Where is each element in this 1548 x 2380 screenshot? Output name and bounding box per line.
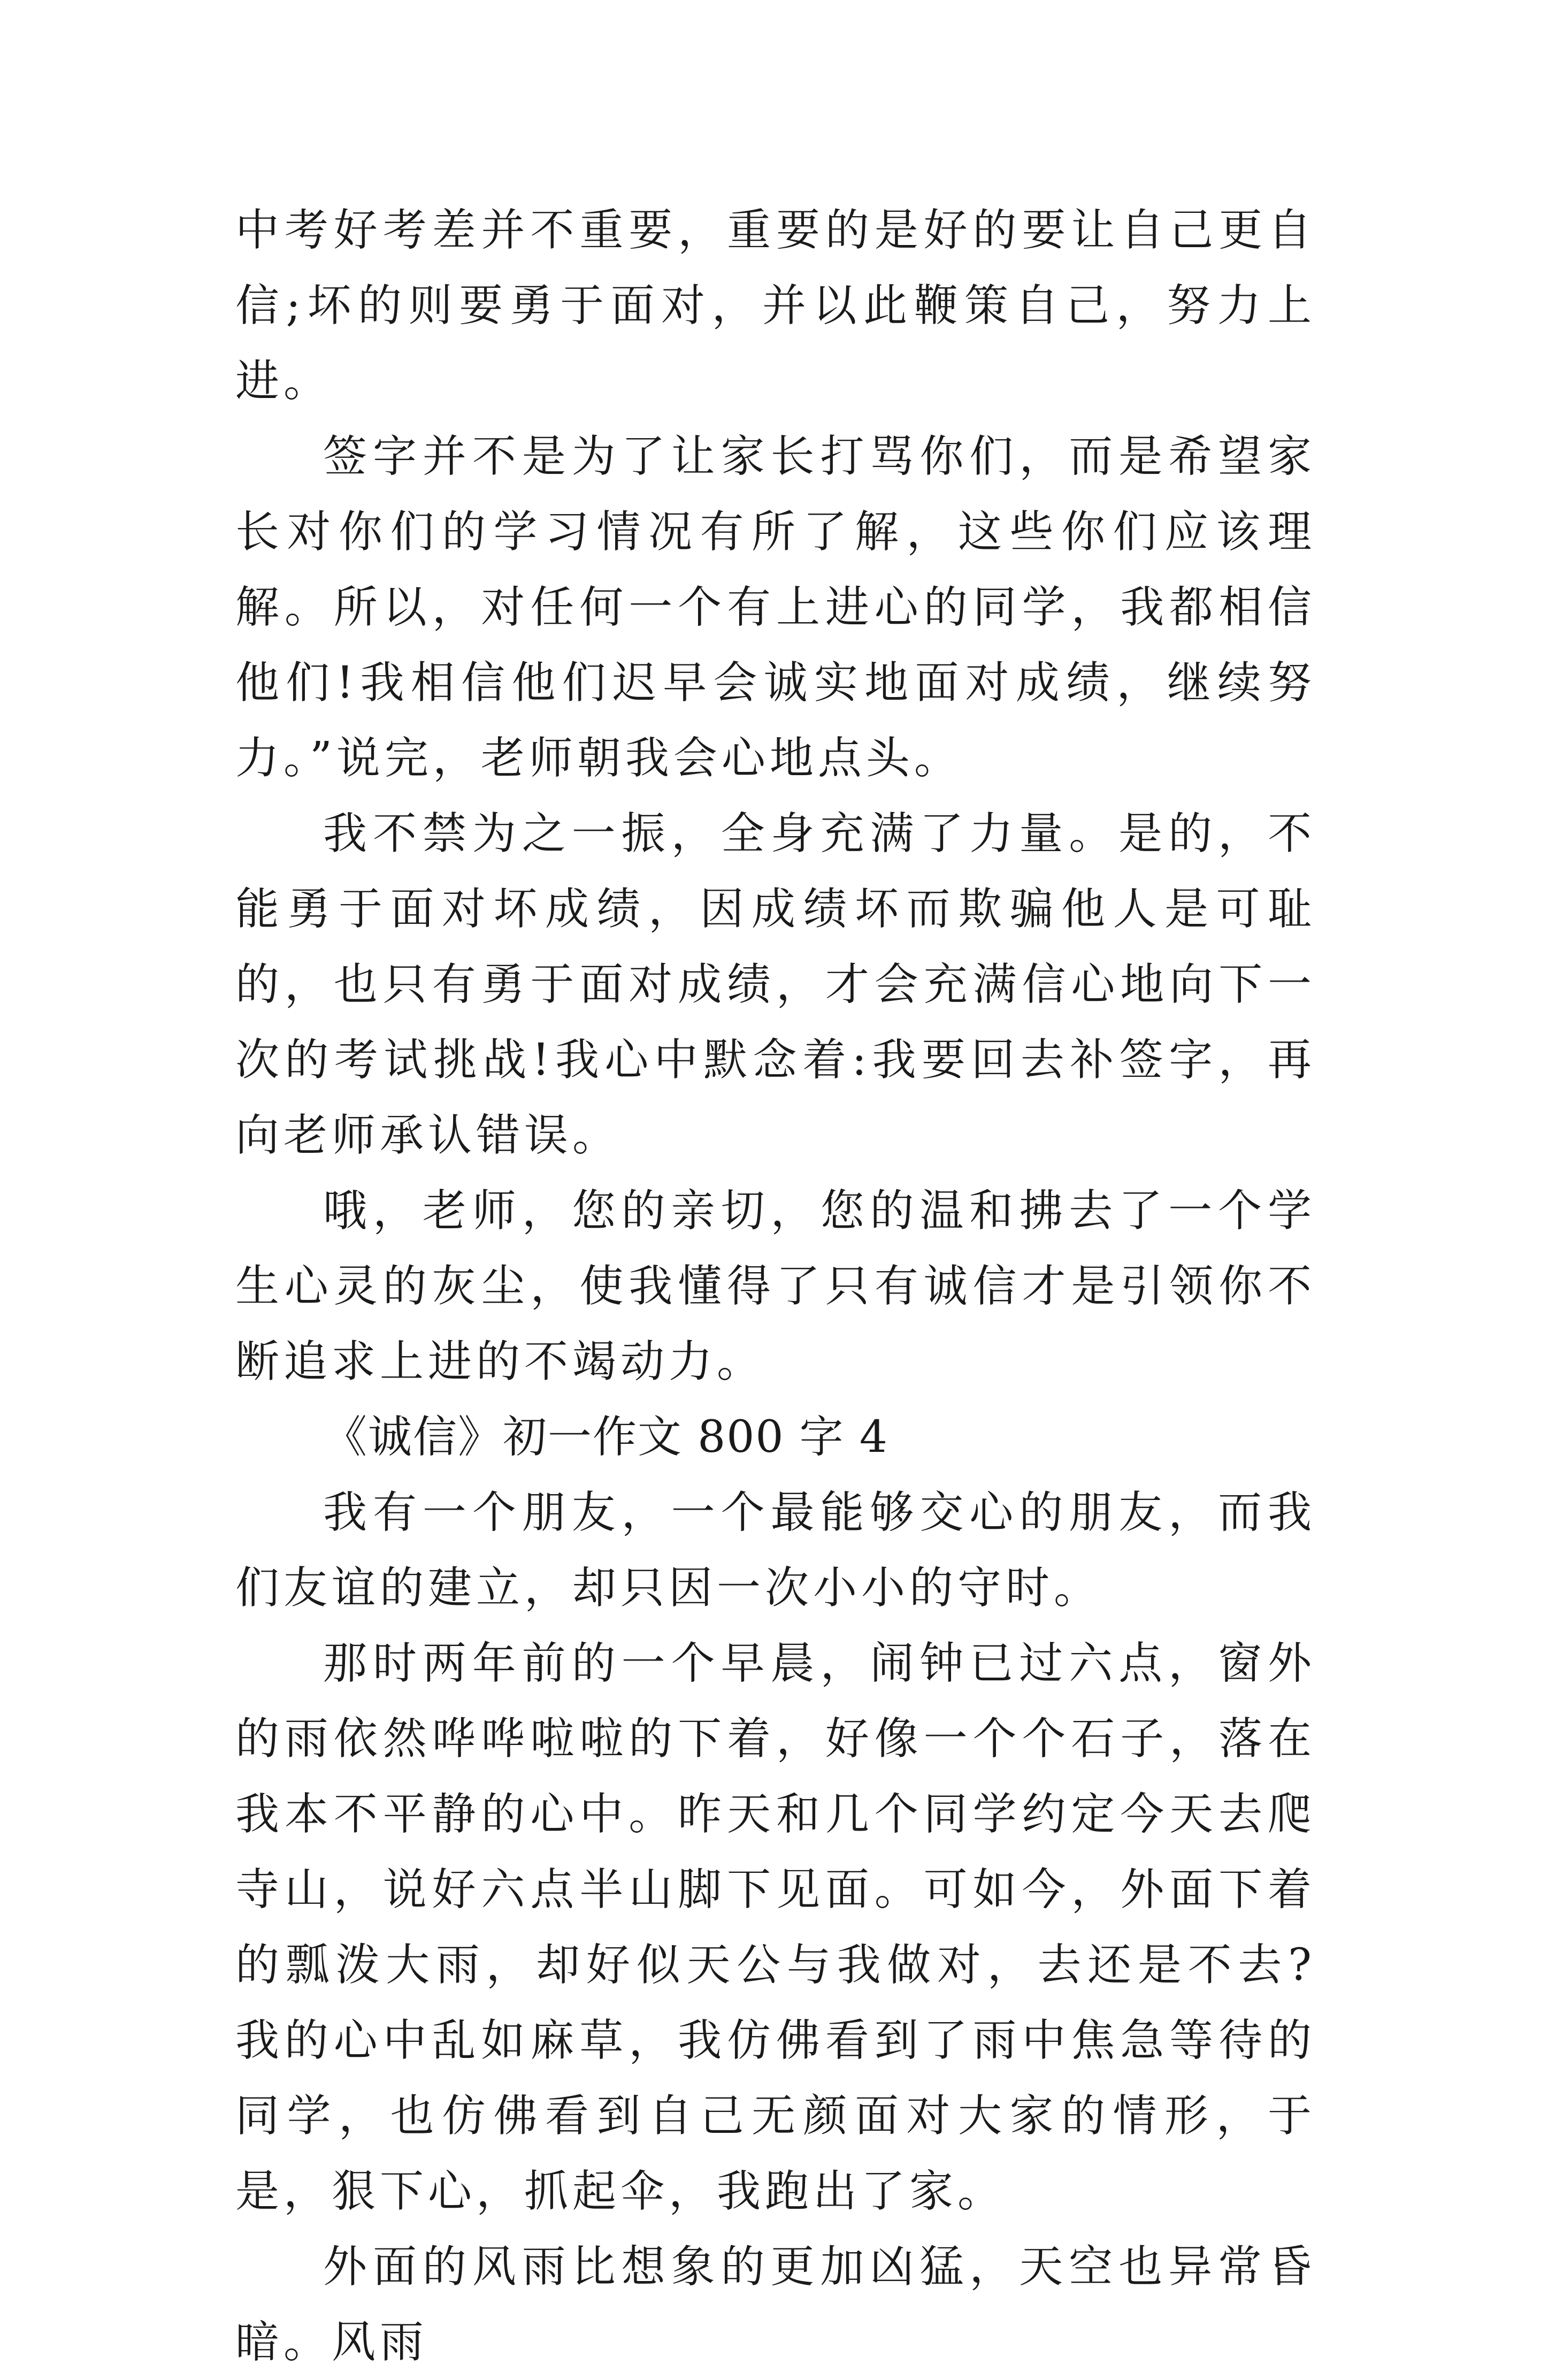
paragraph-5: 我有一个朋友，一个最能够交心的朋友，而我们友谊的建立，却只因一次小小的守时。 (235, 1487, 1316, 1613)
body-text (235, 193, 1316, 2380)
paragraph-2: 签字并不是为了让家长打骂你们，而是希望家长对你们的学习情况有所了解，这些你们应该理解。所以，对任何一个有上进心的同学，我都相信他们!我相信他们迟早会诚实地面对成绩，继续努力。”说完，老师朝我会心地点头。 (235, 431, 1316, 784)
section-title: 《诚信》初一作文 800 字 4 (323, 1412, 888, 1463)
paragraph-1: 中考好考差并不重要，重要的是好的要让自己更自信;坏的则要勇于面对，并以此鞭策自己，努力上进。 (235, 205, 1316, 407)
paragraph-7: 外面的风雨比想象的更加凶猛，天空也异常昏暗。风雨 (235, 2241, 1316, 2368)
paragraph-3: 我不禁为之一振，全身充满了力量。是的，不能勇于面对坏成绩，因成绩坏而欺骗他人是可耻的，也只有勇于面对成绩，才会充满信心地向下一次的考试挑战!我心中默念着:我要回去补签字，再向老师承认错误。 (235, 808, 1316, 1161)
paragraph-6: 那时两年前的一个早晨，闹钟已过六点，窗外的雨依然哗哗啦啦的下着，好像一个个石子，落在我本不平静的心中。昨天和几个同学约定今天去爬寺山，说好六点半山脚下见面。可如今，外面下着的瓢泼大雨，却好似天公与我做对，去还是不去?我的心中乱如麻草，我仿佛看到了雨中焦急等待的同学，也仿佛看到自己无颜面对大家的情形，于是，狠下心，抓起伞，我跑出了家。 (235, 1638, 1316, 2217)
paragraph-4: 哦，老师，您的亲切，您的温和拂去了一个学生心灵的灰尘，使我懂得了只有诚信才是引领你不断追求上进的不竭动力。 (235, 1185, 1316, 1387)
